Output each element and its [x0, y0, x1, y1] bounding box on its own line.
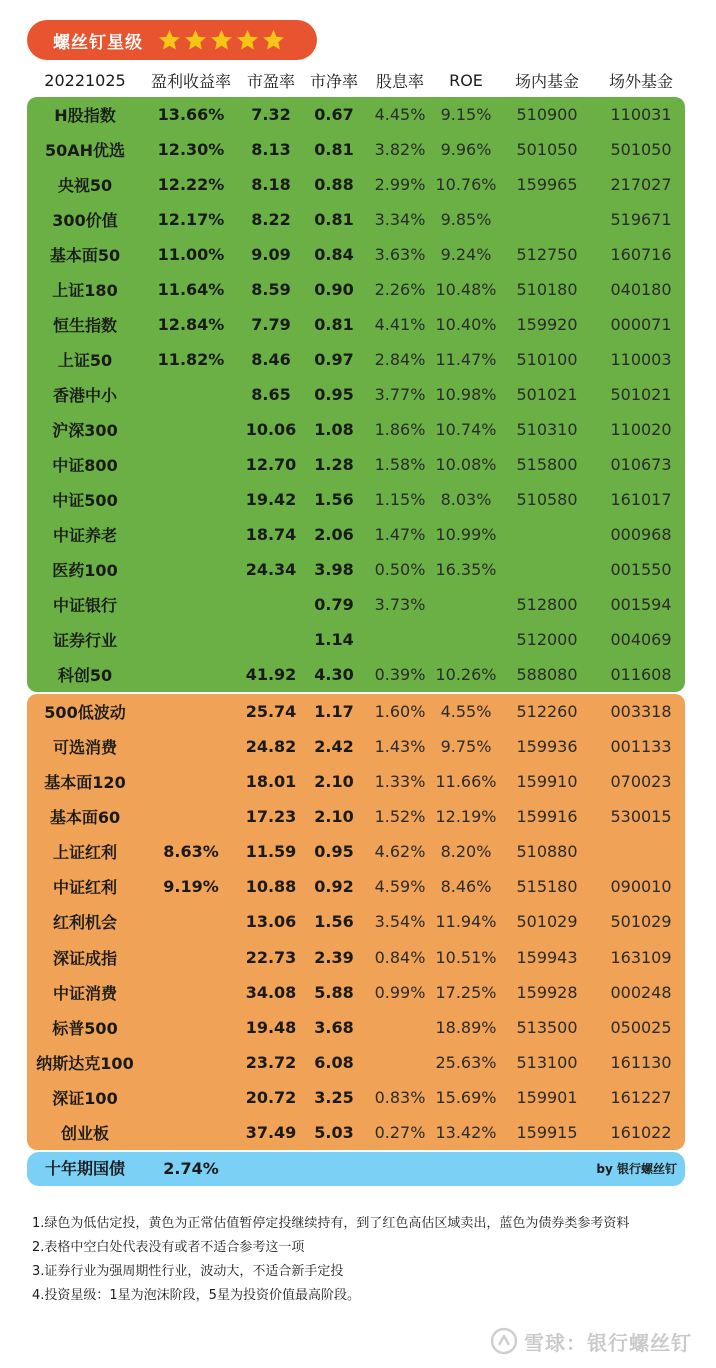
table-cell: 11.94% [435, 912, 497, 932]
table-cell: 上证180 [52, 281, 118, 300]
table-cell: 12.17% [157, 210, 225, 229]
table-cell: 5.03 [314, 1122, 354, 1142]
table-cell: 501029 [516, 912, 578, 932]
table-cell: 12.70 [245, 455, 297, 474]
table-cell: 8.65 [251, 385, 291, 404]
table-cell: 9.75% [440, 737, 492, 757]
table-row [27, 834, 685, 869]
table-cell: 159916 [516, 807, 578, 827]
table-row [27, 552, 685, 587]
table-cell: 医药100 [52, 561, 118, 580]
table-cell: 0.81 [314, 210, 354, 229]
table-cell: 050025 [610, 1017, 672, 1037]
table-row [27, 447, 685, 482]
table-cell: 159936 [516, 737, 578, 757]
table-cell: 1.56 [314, 912, 354, 932]
table-cell: 10.48% [435, 280, 497, 299]
table-cell: 8.18 [251, 175, 291, 194]
table-cell: 1.47% [374, 525, 426, 544]
table-cell: 13.66% [157, 105, 225, 124]
table-cell: 3.34% [374, 210, 426, 229]
table-cell: 3.25 [314, 1087, 354, 1107]
table-cell: 9.15% [440, 105, 492, 124]
table-cell: 090010 [610, 877, 672, 897]
table-cell: H股指数 [54, 106, 116, 125]
table-cell: 159920 [516, 315, 578, 334]
column-header: ROE [449, 70, 483, 90]
table-cell: 159928 [516, 982, 578, 1002]
table-cell: 2.26% [374, 280, 426, 299]
table-row [27, 799, 685, 834]
table-cell: 24.82 [245, 737, 297, 757]
table-cell: 161017 [610, 490, 672, 509]
table-cell: 513100 [516, 1052, 578, 1072]
table-cell: 10.99% [435, 525, 497, 544]
table-cell: 3.77% [374, 385, 426, 404]
table-row [27, 202, 685, 237]
table-cell: 2.10 [314, 807, 354, 827]
table-cell: 159915 [516, 1122, 578, 1142]
table-cell: 501021 [516, 385, 578, 404]
table-cell: 纳斯达克100 [36, 1053, 134, 1073]
table-cell: 红利机会 [52, 913, 117, 933]
table-cell: 0.88 [314, 175, 354, 194]
table-cell: 0.67 [314, 105, 354, 124]
table-cell: 510100 [516, 350, 578, 369]
table-cell: 12.84% [157, 315, 225, 334]
table-cell: 证券行业 [52, 631, 117, 650]
table-cell: 4.59% [374, 877, 426, 897]
table-cell: 8.63% [163, 842, 219, 862]
table-cell: 004069 [610, 630, 672, 649]
table-cell: 13.42% [435, 1122, 497, 1142]
table-cell: 010673 [610, 455, 672, 474]
table-cell: 10.51% [435, 947, 497, 967]
table-cell: 8.20% [440, 842, 492, 862]
column-header: 20221025 [44, 70, 126, 90]
table-cell: 001594 [610, 595, 672, 614]
table-cell: 24.34 [245, 560, 297, 579]
rating-label: 螺丝钉星级 [53, 32, 143, 53]
table-cell: 11.59 [245, 842, 297, 862]
table-cell: 8.03% [440, 490, 492, 509]
table-cell: 1.56 [314, 490, 354, 509]
table-cell: 0.83% [374, 1087, 426, 1107]
table-cell: 2.84% [374, 350, 426, 369]
table-cell: 4.30 [314, 665, 354, 684]
table-cell: 中证银行 [52, 596, 117, 615]
table-cell: 8.13 [251, 140, 291, 159]
table-cell: 159943 [516, 947, 578, 967]
table-row [27, 1115, 685, 1150]
table-cell: 17.23 [245, 807, 297, 827]
table-cell: 1.43% [374, 737, 426, 757]
table-cell: 16.35% [435, 560, 497, 579]
table-cell: 4.41% [374, 315, 426, 334]
table-cell: 7.32 [251, 105, 291, 124]
table-row [27, 904, 685, 939]
table-cell: 163109 [610, 947, 672, 967]
table-cell: 中证800 [52, 456, 118, 475]
table-cell: 标普500 [52, 1018, 118, 1038]
table-cell: 9.19% [163, 877, 219, 897]
table-cell: 恒生指数 [52, 316, 117, 335]
table-cell: 10.98% [435, 385, 497, 404]
table-cell: 0.95 [314, 842, 354, 862]
table-row [27, 764, 685, 799]
table-cell: 0.81 [314, 140, 354, 159]
column-header: 市净率 [309, 71, 358, 91]
table-row [27, 167, 685, 202]
table-cell: 18.01 [245, 772, 297, 792]
table-cell: 159910 [516, 772, 578, 792]
table-row [27, 482, 685, 517]
table-row [27, 729, 685, 764]
table-row [27, 622, 685, 657]
table-cell: 501050 [610, 140, 672, 159]
table-cell: 10.06 [245, 420, 297, 439]
table-cell: 2.99% [374, 175, 426, 194]
table-cell: 0.27% [374, 1122, 426, 1142]
table-header [27, 64, 685, 96]
table-cell: 上证红利 [52, 843, 117, 863]
table-row [27, 657, 685, 692]
table-cell: 12.30% [157, 140, 225, 159]
table-cell: 8.22 [251, 210, 291, 229]
star-icon [157, 28, 182, 53]
table-cell: 510880 [516, 842, 578, 862]
table-cell: 500低波动 [44, 703, 126, 723]
table-cell: 10.88 [245, 877, 297, 897]
table-cell: 11.66% [435, 772, 497, 792]
table-cell: 10.40% [435, 315, 497, 334]
table-cell: 34.08 [245, 982, 297, 1002]
star-rating [157, 28, 287, 53]
table-row [27, 97, 685, 132]
table-cell: 基本面60 [49, 808, 121, 828]
table-row [27, 412, 685, 447]
table-cell: 110020 [610, 420, 672, 439]
table-cell: 3.82% [374, 140, 426, 159]
table-cell: 18.74 [245, 525, 297, 544]
table-cell: 22.73 [245, 947, 297, 967]
table-cell: 501050 [516, 140, 578, 159]
table-cell: 515800 [516, 455, 578, 474]
table-row [27, 517, 685, 552]
table-cell: 512000 [516, 630, 578, 649]
table-cell: 110031 [610, 105, 672, 124]
table-cell: 8.59 [251, 280, 291, 299]
table-row [27, 1080, 685, 1115]
table-cell: 中证红利 [52, 878, 117, 898]
table-cell: 5.88 [314, 982, 354, 1002]
table-cell: 4.62% [374, 842, 426, 862]
column-header: 股息率 [375, 71, 424, 91]
table-cell: 1.14 [314, 630, 354, 649]
notes [32, 1212, 692, 1308]
table-cell: 000968 [610, 525, 672, 544]
note-item: 1.绿色为低估定投，黄色为正常估值暂停定投继续持有，到了红色高估区域卖出，蓝色为债券类参考资料 [32, 1216, 630, 1231]
table-cell: 1.52% [374, 807, 426, 827]
table-cell: 2.10 [314, 772, 354, 792]
table-cell: 0.90 [314, 280, 354, 299]
note-item: 3.证券行业为强周期性行业，波动大，不适合新手定投 [32, 1264, 344, 1279]
bond-name: 十年期国债 [44, 1159, 125, 1178]
table-row [27, 940, 685, 975]
table-cell: 11.82% [157, 350, 225, 369]
note-item: 4.投资星级：1星为泡沫阶段，5星为投资价值最高阶段。 [32, 1288, 360, 1303]
table-cell: 512750 [516, 245, 578, 264]
table-cell: 9.85% [440, 210, 492, 229]
table-cell: 000248 [610, 982, 672, 1002]
table-row [27, 694, 685, 729]
table-cell: 17.25% [435, 982, 497, 1002]
watermark-text: 雪球：银行螺丝钉 [524, 1330, 692, 1355]
table-row [27, 869, 685, 904]
star-icon [261, 28, 286, 53]
table-cell: 19.42 [245, 490, 297, 509]
table-cell: 深证100 [52, 1088, 118, 1108]
table-cell: 中证消费 [52, 983, 117, 1003]
table-cell: 512800 [516, 595, 578, 614]
table-cell: 37.49 [245, 1122, 297, 1142]
table-row [27, 342, 685, 377]
table-cell: 0.81 [314, 315, 354, 334]
table-cell: 501029 [610, 912, 672, 932]
table-row [27, 1045, 685, 1080]
table-cell: 50AH优选 [44, 141, 126, 160]
table-cell: 161130 [610, 1052, 672, 1072]
table-row [27, 237, 685, 272]
table-cell: 11.64% [157, 280, 225, 299]
table-cell: 41.92 [245, 665, 297, 684]
table-cell: 香港中小 [52, 386, 117, 405]
table-cell: 0.79 [314, 595, 354, 614]
table-cell: 0.84% [374, 947, 426, 967]
table-cell: 011608 [610, 665, 672, 684]
table-cell: 515180 [516, 877, 578, 897]
table-cell: 513500 [516, 1017, 578, 1037]
table-cell: 003318 [610, 702, 672, 722]
table-cell: 中证500 [52, 491, 118, 510]
table-cell: 9.96% [440, 140, 492, 159]
star-icon [235, 28, 260, 53]
table-cell: 8.46% [440, 877, 492, 897]
table-cell: 510310 [516, 420, 578, 439]
table-cell: 上证50 [57, 351, 113, 370]
bond-yield: 2.74% [163, 1159, 219, 1178]
table-cell: 19.48 [245, 1017, 297, 1037]
column-header: 场内基金 [514, 71, 579, 91]
star-icon [183, 28, 208, 53]
table-row [27, 975, 685, 1010]
table-cell: 11.00% [157, 245, 225, 264]
table-cell: 510580 [516, 490, 578, 509]
table-cell: 3.54% [374, 912, 426, 932]
table-cell: 0.99% [374, 982, 426, 1002]
table-cell: 2.06 [314, 525, 354, 544]
column-header: 盈利收益率 [150, 71, 231, 91]
table-cell: 159901 [516, 1087, 578, 1107]
table-cell: 001133 [610, 737, 672, 757]
table-cell: 23.72 [245, 1052, 297, 1072]
table-cell: 18.89% [435, 1017, 497, 1037]
table-cell: 519671 [610, 210, 672, 229]
table-cell: 基本面120 [44, 773, 126, 793]
table-cell: 10.74% [435, 420, 497, 439]
table-cell: 070023 [610, 772, 672, 792]
table-cell: 9.24% [440, 245, 492, 264]
table-cell: 217027 [610, 175, 672, 194]
table-cell: 530015 [610, 807, 672, 827]
table-cell: 1.15% [374, 490, 426, 509]
table-cell: 161227 [610, 1087, 672, 1107]
table-cell: 9.09 [251, 245, 291, 264]
xueqiu-logo-icon [490, 1327, 518, 1355]
table-cell: 160716 [610, 245, 672, 264]
table-cell: 512260 [516, 702, 578, 722]
author-credit: by 银行螺丝钉 [596, 1162, 677, 1176]
table-cell: 0.84 [314, 245, 354, 264]
table-cell: 7.79 [251, 315, 291, 334]
table-cell: 1.17 [314, 702, 354, 722]
table-cell: 588080 [516, 665, 578, 684]
table-cell: 沪深300 [52, 421, 118, 440]
table-row [27, 377, 685, 412]
table-cell: 13.06 [245, 912, 297, 932]
table-cell: 6.08 [314, 1052, 354, 1072]
table-cell: 510180 [516, 280, 578, 299]
table-cell: 1.60% [374, 702, 426, 722]
table-cell: 510900 [516, 105, 578, 124]
table-cell: 10.26% [435, 665, 497, 684]
table-cell: 040180 [610, 280, 672, 299]
star-icon [209, 28, 234, 53]
table-cell: 000071 [610, 315, 672, 334]
rating-badge [27, 20, 317, 60]
undervalued-section [27, 97, 685, 692]
table-cell: 1.58% [374, 455, 426, 474]
table-cell: 8.46 [251, 350, 291, 369]
table-row [27, 587, 685, 622]
table-cell: 11.47% [435, 350, 497, 369]
table-cell: 10.76% [435, 175, 497, 194]
watermark [490, 1326, 692, 1356]
table-cell: 15.69% [435, 1087, 497, 1107]
table-cell: 创业板 [60, 1123, 109, 1143]
table-cell: 110003 [610, 350, 672, 369]
table-cell: 12.19% [435, 807, 497, 827]
table-cell: 3.73% [374, 595, 426, 614]
table-row [27, 272, 685, 307]
table-cell: 可选消费 [52, 738, 117, 758]
table-cell: 0.92 [314, 877, 354, 897]
table-cell: 深证成指 [52, 948, 117, 968]
table-cell: 159965 [516, 175, 578, 194]
column-header: 市盈率 [246, 71, 295, 91]
note-item: 2.表格中空白处代表没有或者不适合参考这一项 [32, 1240, 305, 1255]
table-cell: 中证养老 [52, 526, 117, 545]
table-cell: 科创50 [57, 666, 113, 685]
table-cell: 央视50 [57, 176, 113, 195]
table-row [27, 1010, 685, 1045]
table-cell: 3.68 [314, 1017, 354, 1037]
bond-section [27, 1152, 685, 1186]
table-cell: 10.08% [435, 455, 497, 474]
table-cell: 161022 [610, 1122, 672, 1142]
table-cell: 0.97 [314, 350, 354, 369]
table-cell: 1.86% [374, 420, 426, 439]
table-cell: 1.28 [314, 455, 354, 474]
table-row [27, 132, 685, 167]
table-cell: 001550 [610, 560, 672, 579]
table-cell: 25.74 [245, 702, 297, 722]
table-cell: 300价值 [52, 211, 118, 230]
column-header: 场外基金 [608, 71, 673, 91]
table-cell: 0.95 [314, 385, 354, 404]
table-cell: 基本面50 [49, 246, 121, 265]
normal-valuation-section [27, 694, 685, 1150]
table-cell: 25.63% [435, 1052, 497, 1072]
table-cell: 4.45% [374, 105, 426, 124]
table-row [27, 307, 685, 342]
table-cell: 0.50% [374, 560, 426, 579]
table-cell: 1.33% [374, 772, 426, 792]
table-cell: 501021 [610, 385, 672, 404]
table-cell: 2.39 [314, 947, 354, 967]
table-cell: 0.39% [374, 665, 426, 684]
table-cell: 1.08 [314, 420, 354, 439]
table-cell: 20.72 [245, 1087, 297, 1107]
table-cell: 4.55% [440, 702, 492, 722]
table-cell: 3.63% [374, 245, 426, 264]
table-cell: 2.42 [314, 737, 354, 757]
table-cell: 3.98 [314, 560, 354, 579]
table-cell: 12.22% [157, 175, 225, 194]
